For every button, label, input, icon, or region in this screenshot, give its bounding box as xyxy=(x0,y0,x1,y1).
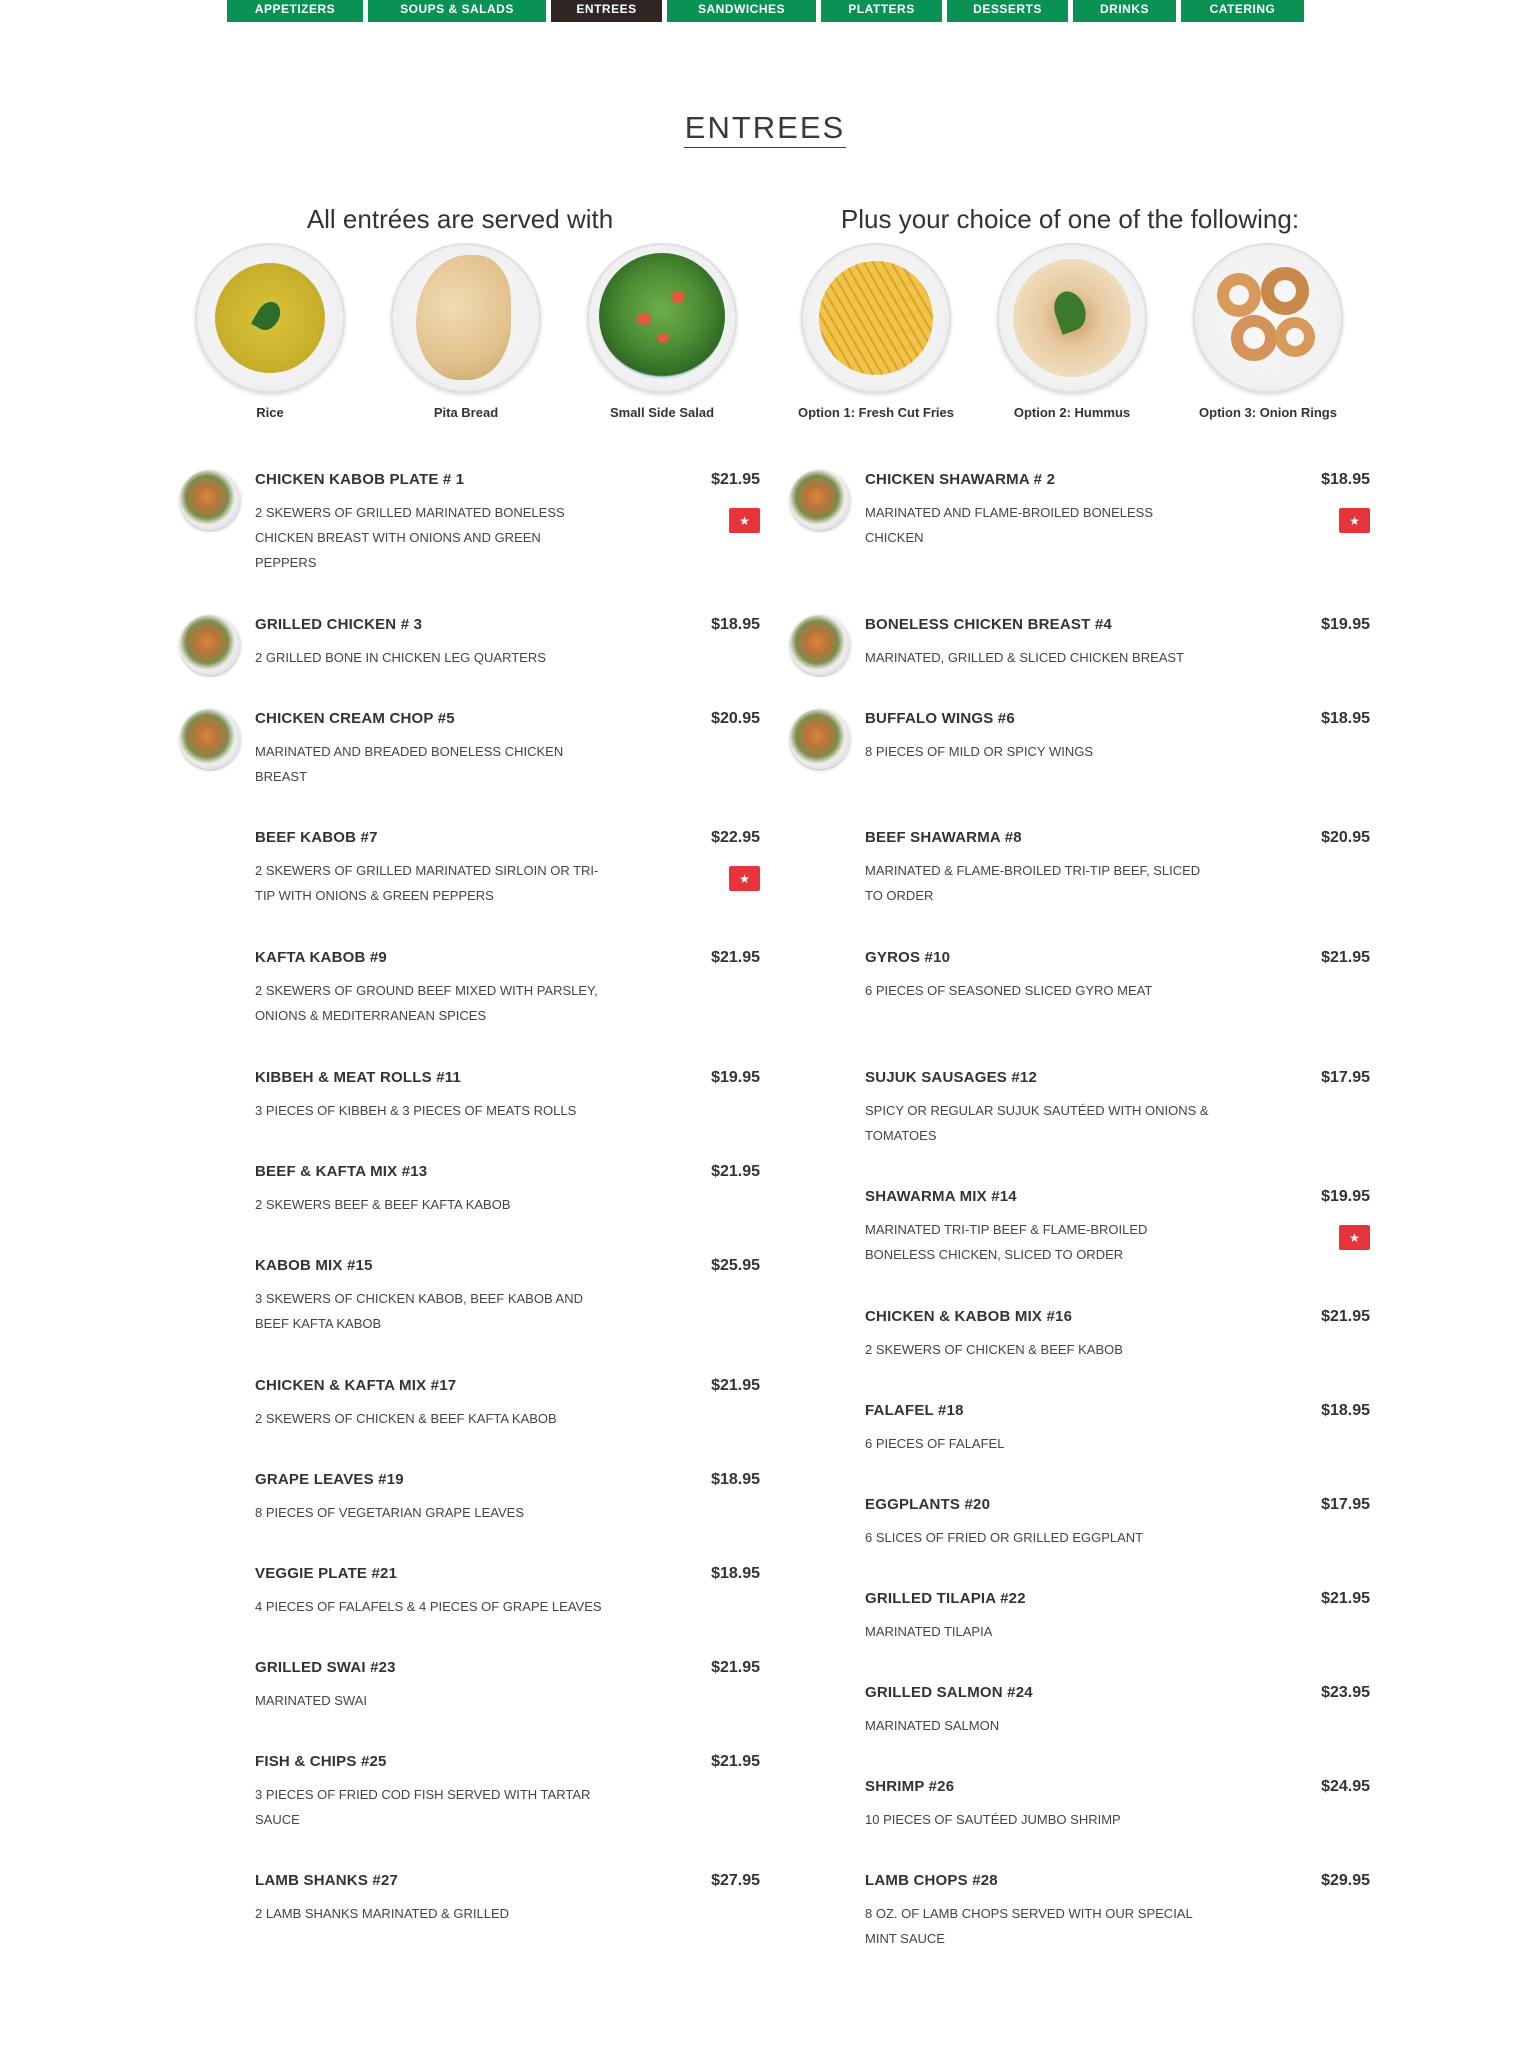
served-with-heading: All entrées are served with xyxy=(306,204,614,234)
item-name: BONELESS CHICKEN BREAST #4 xyxy=(865,616,1112,633)
item-description: 2 SKEWERS OF GRILLED MARINATED BONELESS CHICKEN BREAST WITH ONIONS AND GREEN PEPPERS xyxy=(255,505,565,570)
item-description: 2 SKEWERS BEEF & BEEF KAFTA KABOB xyxy=(255,1197,511,1212)
item-description: MARINATED TILAPIA xyxy=(865,1624,993,1639)
tab-soups-salads[interactable]: SOUPS & SALADS xyxy=(368,0,546,22)
item-name: GRILLED TILAPIA #22 xyxy=(865,1590,1026,1607)
menu-item xyxy=(180,709,760,789)
item-name: CHICKEN SHAWARMA # 2 xyxy=(865,471,1056,488)
item-name: GRILLED SALMON #24 xyxy=(865,1684,1033,1701)
menu-item xyxy=(790,1495,1370,1550)
item-name: CHICKEN CREAM CHOP #5 xyxy=(255,710,455,727)
dish-photo xyxy=(180,470,240,530)
star-icon: ★ xyxy=(1339,508,1370,533)
pita-bread-icon xyxy=(391,243,541,393)
menu-item xyxy=(790,709,1370,764)
item-name: BUFFALO WINGS #6 xyxy=(865,710,1015,727)
menu-item xyxy=(180,470,760,575)
item-description: 2 LAMB SHANKS MARINATED & GRILLED xyxy=(255,1906,510,1921)
dish-photo xyxy=(790,709,850,769)
item-price: $18.95 xyxy=(711,1565,760,1582)
tab-appetizers[interactable]: APPETIZERS xyxy=(227,0,363,22)
item-price: $21.95 xyxy=(1321,1308,1370,1325)
menu-item xyxy=(180,1162,760,1217)
side-salad xyxy=(562,243,762,420)
item-description: MARINATED & FLAME-BROILED TRI-TIP BEEF, SLICED TO ORDER xyxy=(865,863,1201,903)
star-icon: ★ xyxy=(1339,1225,1370,1250)
menu-item xyxy=(180,1564,760,1619)
side-pita xyxy=(366,243,566,420)
item-price: $22.95 xyxy=(711,829,760,846)
item-name: SHRIMP #26 xyxy=(865,1778,955,1795)
item-price: $21.95 xyxy=(711,1659,760,1676)
menu-item xyxy=(790,470,1370,550)
tab-catering[interactable]: CATERING xyxy=(1181,0,1304,22)
item-description: 8 PIECES OF MILD OR SPICY WINGS xyxy=(865,744,1094,759)
menu-item xyxy=(790,1589,1370,1644)
menu-item xyxy=(180,1871,760,1926)
item-price: $24.95 xyxy=(1321,1778,1370,1795)
side-label: Option 1: Fresh Cut Fries xyxy=(797,405,954,420)
menu-item xyxy=(790,1871,1370,1951)
item-description: 3 PIECES OF FRIED COD FISH SERVED WITH TARTAR SAUCE xyxy=(255,1787,591,1827)
item-price: $23.95 xyxy=(1321,1684,1370,1701)
side-label: Option 2: Hummus xyxy=(1013,405,1131,420)
item-price: $21.95 xyxy=(711,471,760,488)
item-name: LAMB CHOPS #28 xyxy=(865,1872,998,1889)
dish-photo xyxy=(790,615,850,675)
onion-rings-icon xyxy=(1193,243,1343,393)
item-name: KIBBEH & MEAT ROLLS #11 xyxy=(255,1069,462,1086)
menu-item xyxy=(790,1068,1370,1148)
hummus-icon xyxy=(997,243,1147,393)
dish-photo xyxy=(180,615,240,675)
item-price: $21.95 xyxy=(711,1377,760,1394)
item-name: GRILLED SWAI #23 xyxy=(255,1659,396,1676)
item-price: $18.95 xyxy=(1321,1402,1370,1419)
item-description: 2 SKEWERS OF CHICKEN & BEEF KAFTA KABOB xyxy=(255,1411,557,1426)
salad-bowl-icon xyxy=(587,243,737,393)
star-icon: ★ xyxy=(729,508,760,533)
item-description: 2 SKEWERS OF CHICKEN & BEEF KABOB xyxy=(865,1342,1123,1357)
menu-item xyxy=(180,1256,760,1336)
menu-category-nav xyxy=(227,0,1304,22)
item-name: GRAPE LEAVES #19 xyxy=(255,1471,404,1488)
item-description: 2 SKEWERS OF GROUND BEEF MIXED WITH PARSLEY, ONIONS & MEDITERRANEAN SPICES xyxy=(255,983,598,1023)
item-name: BEEF KABOB #7 xyxy=(255,829,378,846)
item-description: MARINATED TRI-TIP BEEF & FLAME-BROILED BONELESS CHICKEN, SLICED TO ORDER xyxy=(865,1222,1148,1262)
item-description: 8 PIECES OF VEGETARIAN GRAPE LEAVES xyxy=(255,1505,524,1520)
menu-item xyxy=(180,615,760,670)
item-name: BEEF & KAFTA MIX #13 xyxy=(255,1163,428,1180)
item-name: BEEF SHAWARMA #8 xyxy=(865,829,1022,846)
menu-item xyxy=(180,948,760,1028)
item-price: $17.95 xyxy=(1321,1496,1370,1513)
item-name: CHICKEN & KABOB MIX #16 xyxy=(865,1308,1073,1325)
menu-item xyxy=(180,1068,760,1123)
item-price: $17.95 xyxy=(1321,1069,1370,1086)
item-description: 3 PIECES OF KIBBEH & 3 PIECES OF MEATS ROLLS xyxy=(255,1103,577,1118)
item-price: $18.95 xyxy=(1321,710,1370,727)
menu-item xyxy=(180,1658,760,1713)
menu-item xyxy=(790,615,1370,670)
item-name: CHICKEN & KAFTA MIX #17 xyxy=(255,1377,457,1394)
item-description: MARINATED AND BREADED BONELESS CHICKEN BREAST xyxy=(255,744,564,784)
menu-item xyxy=(790,1777,1370,1832)
section-title xyxy=(0,110,1530,146)
item-name: LAMB SHANKS #27 xyxy=(255,1872,399,1889)
item-name: GRILLED CHICKEN # 3 xyxy=(255,616,423,633)
menu-item xyxy=(790,828,1370,908)
item-description: 8 OZ. OF LAMB CHOPS SERVED WITH OUR SPECIAL MINT SAUCE xyxy=(865,1906,1193,1946)
menu-item xyxy=(180,828,760,908)
tab-drinks[interactable]: DRINKS xyxy=(1073,0,1176,22)
side-hummus xyxy=(972,243,1172,420)
item-price: $19.95 xyxy=(1321,1188,1370,1205)
item-price: $25.95 xyxy=(711,1257,760,1274)
menu-item xyxy=(790,1187,1370,1267)
item-description: 6 PIECES OF SEASONED SLICED GYRO MEAT xyxy=(865,983,1153,998)
menu-item xyxy=(180,1752,760,1832)
item-description: MARINATED SWAI xyxy=(255,1693,367,1708)
item-description: MARINATED AND FLAME-BROILED BONELESS CHICKEN xyxy=(865,505,1153,545)
menu-item xyxy=(790,948,1370,1003)
tab-platters[interactable]: PLATTERS xyxy=(821,0,942,22)
item-price: $18.95 xyxy=(711,616,760,633)
tab-desserts[interactable]: DESSERTS xyxy=(947,0,1068,22)
item-description: 2 GRILLED BONE IN CHICKEN LEG QUARTERS xyxy=(255,650,546,665)
item-name: KAFTA KABOB #9 xyxy=(255,949,387,966)
tab-sandwiches[interactable]: SANDWICHES xyxy=(667,0,816,22)
menu-item xyxy=(790,1307,1370,1362)
item-price: $21.95 xyxy=(1321,949,1370,966)
item-price: $20.95 xyxy=(1321,829,1370,846)
dish-photo xyxy=(790,470,850,530)
tab-entrees[interactable]: ENTREES xyxy=(551,0,662,22)
menu-item xyxy=(180,1376,760,1431)
item-price: $27.95 xyxy=(711,1872,760,1889)
item-description: 3 SKEWERS OF CHICKEN KABOB, BEEF KABOB AND BEEF KAFTA KABOB xyxy=(255,1291,583,1331)
sides-gallery xyxy=(170,243,1360,428)
menu-item xyxy=(790,1683,1370,1738)
item-name: GYROS #10 xyxy=(865,949,951,966)
item-name: VEGGIE PLATE #21 xyxy=(255,1565,398,1582)
item-description: MARINATED SALMON xyxy=(865,1718,1000,1733)
item-name: CHICKEN KABOB PLATE # 1 xyxy=(255,471,465,488)
item-price: $21.95 xyxy=(711,949,760,966)
item-price: $21.95 xyxy=(1321,1590,1370,1607)
dish-photo xyxy=(180,709,240,769)
section-title-text: ENTREES xyxy=(684,110,846,148)
item-price: $20.95 xyxy=(711,710,760,727)
choice-heading: Plus your choice of one of the following: xyxy=(840,204,1300,234)
item-description: 2 SKEWERS OF GRILLED MARINATED SIRLOIN OR TRI-TIP WITH ONIONS & GREEN PEPPERS xyxy=(255,863,599,903)
item-description: MARINATED, GRILLED & SLICED CHICKEN BREAST xyxy=(865,650,1185,665)
item-name: FISH & CHIPS #25 xyxy=(255,1753,387,1770)
item-description: 6 SLICES OF FRIED OR GRILLED EGGPLANT xyxy=(865,1530,1144,1545)
item-price: $18.95 xyxy=(711,1471,760,1488)
item-name: KABOB MIX #15 xyxy=(255,1257,373,1274)
item-description: 6 PIECES OF FALAFEL xyxy=(865,1436,1005,1451)
item-name: FALAFEL #18 xyxy=(865,1402,964,1419)
rice-plate-icon xyxy=(195,243,345,393)
item-name: SUJUK SAUSAGES #12 xyxy=(865,1069,1037,1086)
item-name: EGGPLANTS #20 xyxy=(865,1496,991,1513)
item-price: $19.95 xyxy=(711,1069,760,1086)
side-label: Rice xyxy=(256,405,284,420)
item-price: $21.95 xyxy=(711,1163,760,1180)
menu-item xyxy=(180,1470,760,1525)
item-price: $19.95 xyxy=(1321,616,1370,633)
fries-icon xyxy=(801,243,951,393)
side-fries xyxy=(776,243,976,420)
star-icon: ★ xyxy=(729,866,760,891)
side-label: Option 3: Onion Rings xyxy=(1199,405,1337,420)
item-description: 10 PIECES OF SAUTÉED JUMBO SHRIMP xyxy=(865,1812,1121,1827)
item-price: $29.95 xyxy=(1321,1872,1370,1889)
item-description: SPICY OR REGULAR SUJUK SAUTÉED WITH ONIONS & TOMATOES xyxy=(865,1103,1209,1143)
item-price: $21.95 xyxy=(711,1753,760,1770)
side-label: Pita Bread xyxy=(433,405,499,420)
side-onion-rings xyxy=(1168,243,1368,420)
item-name: SHAWARMA MIX #14 xyxy=(865,1188,1017,1205)
side-rice xyxy=(170,243,370,420)
item-description: 4 PIECES OF FALAFELS & 4 PIECES OF GRAPE LEAVES xyxy=(255,1599,602,1614)
item-price: $18.95 xyxy=(1321,471,1370,488)
side-label: Small Side Salad xyxy=(609,405,715,420)
menu-item xyxy=(790,1401,1370,1456)
